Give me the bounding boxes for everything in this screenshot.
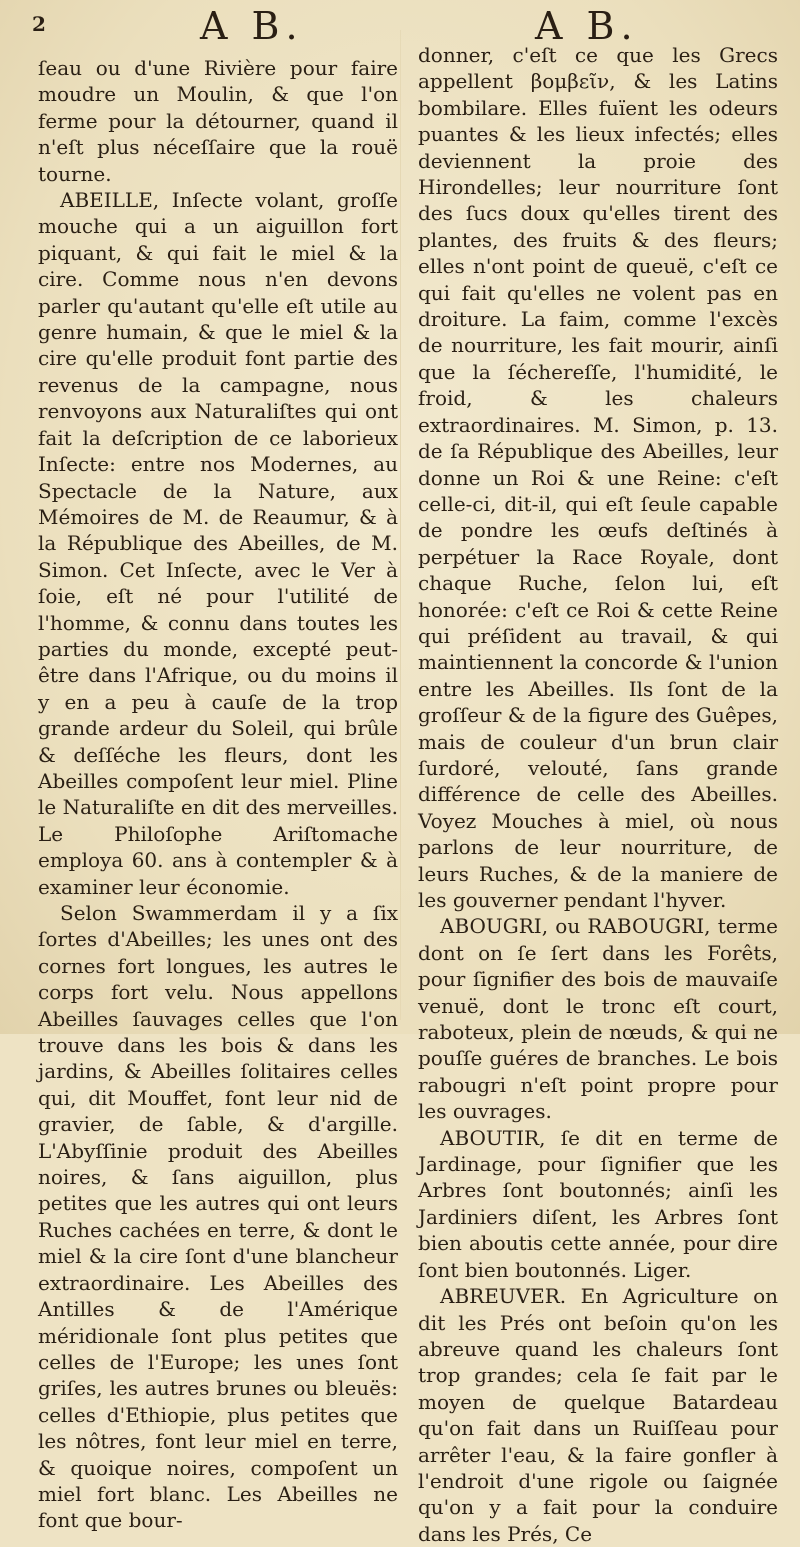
entry-abougri: ABOUGRI, ou RABOUGRI, terme dont on ſe ſert dans les Forêts, pour ſignifier des bois de mauvaiſe venuë, dont le tronc eſt court, raboteux, plein de nœuds, & qui ne pouſſe guéres de branches. Le bois rabougri n'eſt point propre pour les ouvrages. [418, 914, 778, 1124]
right-column [418, 42, 778, 1547]
entry-aboutir: ABOUTIR, ſe dit en terme de Jardinage, pour ſignifier que les Arbres ſont boutonnés; ainſi les Jardiniers diſent, les Arbres ſont bien aboutis cette année, pour dire ſont bien boutonnés. Liger. [418, 1125, 778, 1282]
column-gutter [400, 30, 401, 1020]
entry-abeille: ABEILLE, Inſecte volant, groſſe mouche qui a un aiguillon fort piquant, & qui fait le miel & la cire. Comme nous n'en devons parler qu'autant qu'elle eſt utile au genre humain, & que le miel & la cire qu'elle produit font partie des revenus de la campagne, nous renvoyons aux Naturaliſtes qui ont fait la deſcription de ce laborieux Inſecte: entre nos Modernes, au Spectacle de la Nature, aux Mémoires de M. de Reaumur, & à la République des Abeilles, de M. Simon. Cet Inſecte, avec le Ver à ſoie, eſt né pour l'utilité de l'homme, & connu dans toutes les parties du monde, excepté peut-être dans l'Afrique, ou du moins il y en a peu à cauſe de la trop grande ardeur du Soleil, qui brûle & deſſéche les fleurs, dont les Abeilles compoſent leur miel. Pline le Naturaliſte en dit des merveilles. Le Philoſophe Ariſtomache employa 60. ans à contempler & à examiner leur économie. [38, 188, 398, 899]
entry-abreuver: ABREUVER. En Agriculture on dit les Prés ont beſoin qu'on les abreuve quand les chaleurs ſont trop grandes; cela ſe fait par le moyen de quelque Batardeau qu'on fait dans un Ruiſſeau pour arrêter l'eau, & la faire gonfler à l'endroit d'une rigole ou ſaignée qu'on y a fait pour la conduire dans les Prés, Ce [418, 1284, 778, 1546]
left-column [38, 55, 398, 1534]
paragraph: donner, c'eſt ce que les Grecs appellent βομβεῖν, & les Latins bombilare. Elles fuïent les odeurs puantes & les lieux infectés; elles deviennent la proie des Hirondelles; leur nourriture ſont des ſucs doux qu'elles tirent des plantes, des fruits & des fleurs; elles n'ont point de queuë, c'eſt ce qui fait qu'elles ne volent pas en droiture. La faim, comme l'excès de nourriture, les fait mourir, ainſi que la ſéchereſſe, l'humidité, le froid, & les chaleurs extraordinaires. M. Simon, p. 13. de ſa République des Abeilles, leur donne un Roi & une Reine: c'eſt celle-ci, dit-il, qui eſt ſeule capable de pondre les œufs deſtinés à perpétuer la Race Royale, dont chaque Ruche, ſelon lui, eſt honorée: c'eſt ce Roi & cette Reine qui préſident au travail, & qui maintiennent la concorde & l'union entre les Abeilles. Ils ſont de la groſſeur & de la figure des Guêpes, mais de couleur d'un brun clair ſurdoré, velouté, ſans grande différence de celle des Abeilles. Voyez Mouches à miel, où nous parlons de leur nourriture, de leurs Ruches, & de la maniere de les gouverner pendant l'hyver. [418, 43, 778, 912]
page-number: 2 [32, 12, 46, 36]
paragraph: Selon Swammerdam il y a ſix ſortes d'Abeilles; les unes ont des cornes fort longues, les autres le corps fort velu. Nous appellons Abeilles ſauvages celles que l'on trouve dans les bois & dans les jardins, & Abeilles ſolitaires celles qui, dit Mouffet, font leur nid de gravier, de ſable, & d'argille. L'Abyſſinie produit des Abeilles noires, & ſans aiguillon, plus petites que les autres qui ont leurs Ruches cachées en terre, & dont le miel & la cire ſont d'une blancheur extraordinaire. Les Abeilles des Antilles & de l'Amérique méridionale ſont plus petites que celles de l'Europe; les unes ſont griſes, les autres brunes ou bleuës: celles d'Ethiopie, plus petites que les nôtres, font leur miel en terre, & quoique noires, compoſent un miel fort blanc. Les Abeilles ne font que bour- [38, 901, 398, 1533]
running-head-right: A B. [535, 4, 639, 48]
paragraph: ſeau ou d'une Rivière pour faire moudre un Moulin, & que l'on ferme pour la détourner, quand il n'eſt plus néceſſaire que la rouë tourne. [38, 56, 398, 186]
running-head-left: A B. [200, 4, 304, 48]
